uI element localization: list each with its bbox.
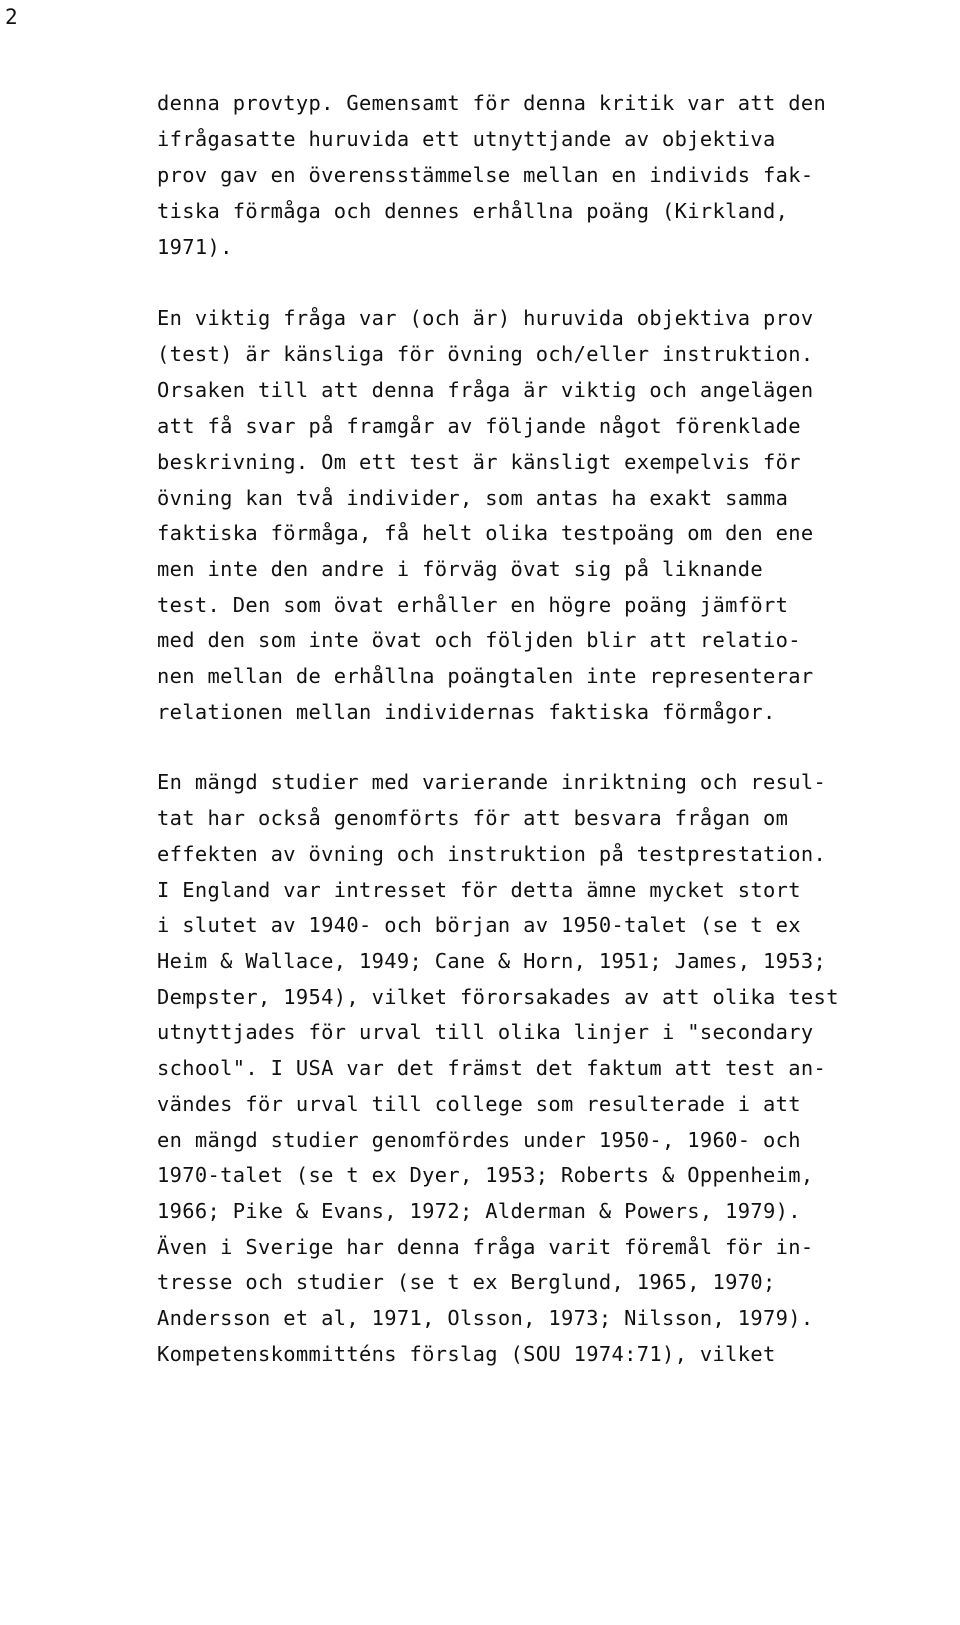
text-line: utnyttjades för urval till olika linjer i "secondary [157,1020,814,1044]
text-line: denna provtyp. Gemensamt för denna kritik var att den [157,91,827,115]
text-line: övning kan två individer, som antas ha exakt samma [157,486,789,510]
text-line: Kompetenskommitténs förslag (SOU 1974:71), vilket [157,1342,776,1366]
text-line: 1971). [157,235,233,259]
text-line: En mängd studier med varierande inriktning och resul- [157,770,827,794]
page-number: 2 [5,5,18,29]
text-line: ifrågasatte huruvida ett utnyttjande av objektiva [157,127,776,151]
text-line: i slutet av 1940- och början av 1950-talet (se t ex [157,913,801,937]
text-line: effekten av övning och instruktion på testprestation. [157,842,827,866]
text-line: school". I USA var det främst det faktum att test an- [157,1056,827,1080]
text-line: 1966; Pike & Evans, 1972; Alderman & Powers, 1979). [157,1199,801,1223]
text-line: Heim & Wallace, 1949; Cane & Horn, 1951; James, 1953; [157,949,827,973]
text-line: 1970-talet (se t ex Dyer, 1953; Roberts & Oppenheim, [157,1163,814,1187]
text-line: tresse och studier (se t ex Berglund, 1965, 1970; [157,1270,776,1294]
text-line: beskrivning. Om ett test är känsligt exempelvis för [157,450,801,474]
text-line: En viktig fråga var (och är) huruvida objektiva prov [157,306,814,330]
text-line: prov gav en överensstämmelse mellan en individs fak- [157,163,814,187]
text-line: tat har också genomförts för att besvara frågan om [157,806,789,830]
text-line: nen mellan de erhållna poängtalen inte representerar [157,664,814,688]
text-line: relationen mellan individernas faktiska förmågor. [157,700,776,724]
text-line: vändes för urval till college som resulterade i att [157,1092,801,1116]
text-line: (test) är känsliga för övning och/eller instruktion. [157,342,814,366]
text-line: Andersson et al, 1971, Olsson, 1973; Nilsson, 1979). [157,1306,814,1330]
text-line: Dempster, 1954), vilket förorsakades av att olika test [157,985,839,1009]
text-line: test. Den som övat erhåller en högre poäng jämfört [157,593,789,617]
text-line: faktiska förmåga, få helt olika testpoäng om den ene [157,521,814,545]
text-line: Orsaken till att denna fråga är viktig och angelägen [157,378,814,402]
text-line: en mängd studier genomfördes under 1950-, 1960- och [157,1128,801,1152]
text-line: men inte den andre i förväg övat sig på liknande [157,557,764,581]
text-line: Även i Sverige har denna fråga varit föremål för in- [157,1235,814,1259]
text-line: I England var intresset för detta ämne mycket stort [157,878,801,902]
text-line: att få svar på framgår av följande något förenklade [157,414,801,438]
text-line: med den som inte övat och följden blir att relatio- [157,628,801,652]
text-line: tiska förmåga och dennes erhållna poäng (Kirkland, [157,199,789,223]
